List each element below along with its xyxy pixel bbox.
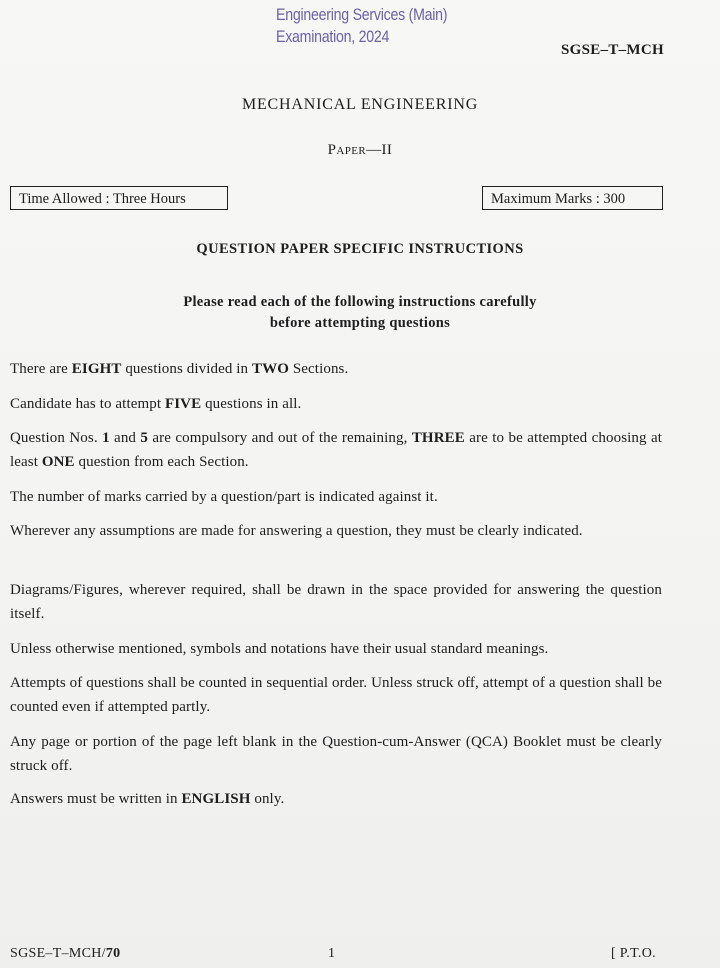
instruction-item bbox=[10, 357, 662, 381]
instruction-text: and bbox=[109, 430, 141, 446]
instruction-text: Answers must be written in bbox=[10, 791, 182, 807]
instruction-text: Question Nos. bbox=[10, 430, 103, 446]
instruction-emphasis: 5 bbox=[140, 430, 149, 446]
instructions-heading: QUESTION PAPER SPECIFIC INSTRUCTIONS bbox=[196, 241, 524, 257]
instruction-text: Unless otherwise mentioned, symbols and notations have their usual standard meanings. bbox=[10, 641, 549, 657]
instruction-text: Any page or portion of the page left blank in the Question-cum-Answer (QCA) Booklet must be clearly struck off. bbox=[10, 734, 662, 774]
instruction-item bbox=[10, 485, 662, 509]
instruction-text: The number of marks carried by a question/part is indicated against it. bbox=[10, 489, 438, 505]
subject-title: MECHANICAL ENGINEERING bbox=[241, 96, 479, 113]
instruction-item bbox=[10, 426, 662, 474]
instruction-item bbox=[10, 392, 662, 416]
instruction-text: question from each Section. bbox=[74, 454, 249, 470]
instruction-emphasis: 1 bbox=[102, 430, 110, 446]
instruction-text: questions in all. bbox=[201, 396, 302, 412]
instruction-text: Candidate has to attempt bbox=[10, 396, 165, 412]
instruction-text: questions divided in bbox=[121, 361, 253, 377]
stamp-line-1: Engineering Services (Main) bbox=[276, 6, 448, 24]
instruction-item bbox=[10, 787, 662, 811]
footer-paper-code bbox=[10, 946, 120, 962]
instruction-item bbox=[10, 637, 662, 661]
instruction-item bbox=[10, 671, 662, 719]
instruction-item bbox=[10, 578, 662, 626]
read-carefully-note bbox=[0, 292, 720, 334]
paper-number: Paper—II bbox=[327, 142, 393, 158]
instruction-emphasis: ENGLISH bbox=[181, 791, 251, 807]
instruction-item bbox=[10, 519, 662, 543]
instruction-item bbox=[10, 730, 662, 778]
instruction-emphasis: TWO bbox=[252, 361, 289, 377]
read-carefully-line-1: Please read each of the following instructions carefully bbox=[183, 294, 537, 310]
instruction-text: are compulsory and out of the remaining, bbox=[148, 430, 412, 446]
instruction-text: Attempts of questions shall be counted in sequential order. Unless struck off, attempt of a question shall be counted even if attempted partly. bbox=[10, 675, 662, 715]
instruction-text: Wherever any assumptions are made for answering a question, they must be clearly indicated. bbox=[10, 523, 583, 539]
maximum-marks-box: Maximum Marks : 300 bbox=[482, 186, 663, 210]
instruction-text: Sections. bbox=[289, 361, 349, 377]
instruction-text: only. bbox=[250, 791, 285, 807]
paper-code: SGSE–T–MCH bbox=[560, 42, 664, 58]
instruction-emphasis: THREE bbox=[411, 430, 465, 446]
instruction-emphasis: FIVE bbox=[164, 396, 202, 412]
exam-stamp bbox=[276, 4, 447, 48]
instruction-text: There are bbox=[10, 361, 72, 377]
instruction-text: are to be attempted choosing at least bbox=[10, 430, 663, 470]
stamp-line-2: Examination, 2024 bbox=[276, 28, 390, 46]
instruction-emphasis: EIGHT bbox=[71, 361, 122, 377]
instruction-emphasis: ONE bbox=[41, 454, 75, 470]
instruction-text: Diagrams/Figures, wherever required, shall be drawn in the space provided for answering the question itself. bbox=[10, 582, 662, 622]
read-carefully-line-2: before attempting questions bbox=[269, 315, 451, 331]
page-number: 1 bbox=[328, 946, 336, 961]
footer-code-number: 70 bbox=[105, 946, 121, 961]
time-allowed-box: Time Allowed : Three Hours bbox=[10, 186, 228, 210]
pto-note: [ P.T.O. bbox=[611, 946, 656, 961]
footer-code-prefix: SGSE–T–MCH/ bbox=[10, 946, 106, 961]
